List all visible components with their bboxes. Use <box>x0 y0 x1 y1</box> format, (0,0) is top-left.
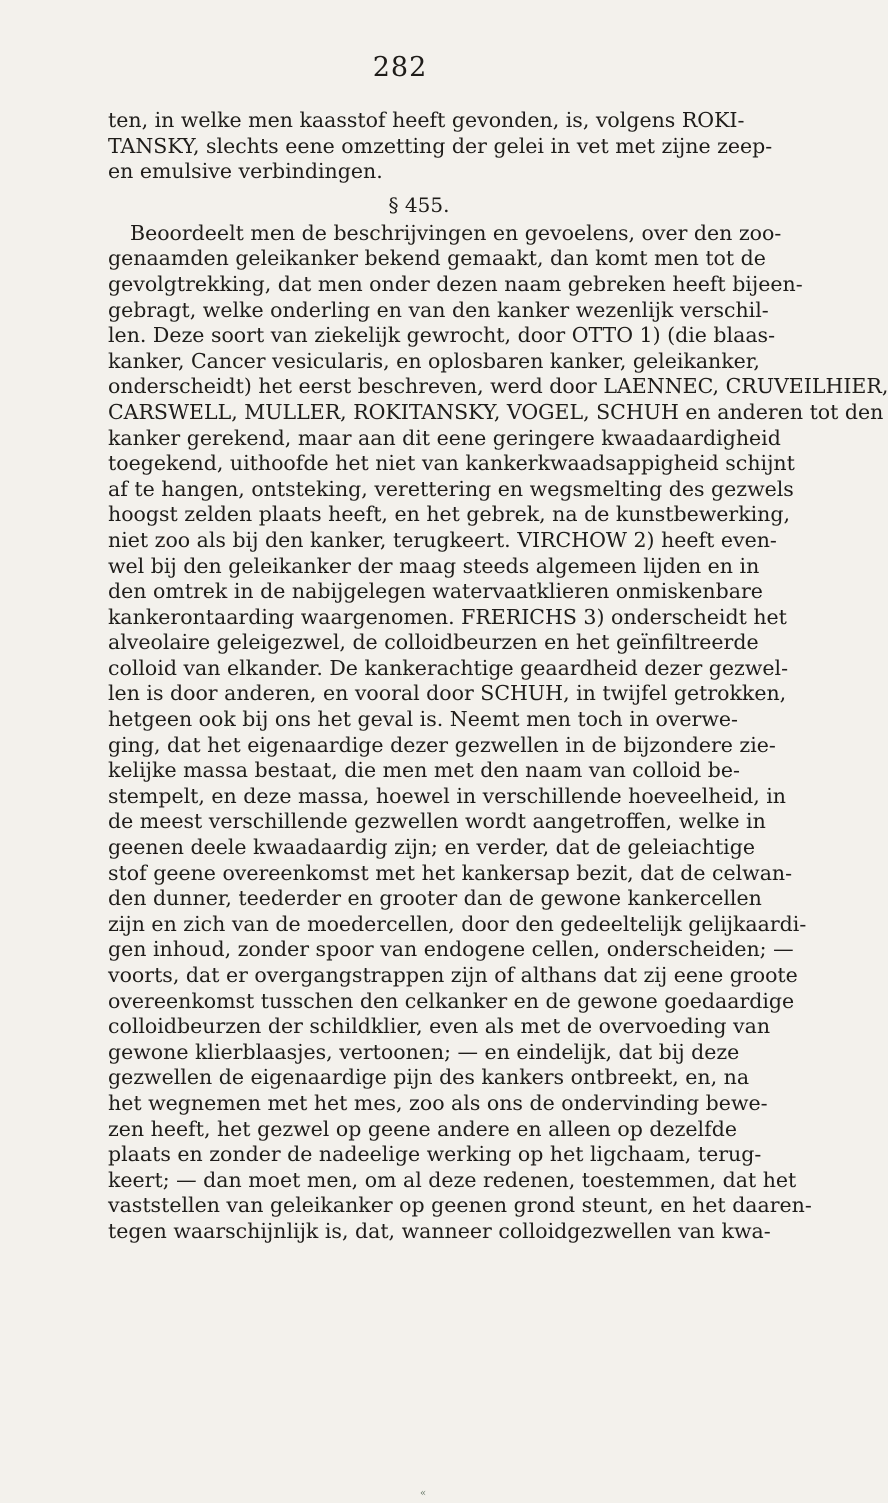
text-line: gevolgtrekking, dat men onder dezen naam gebreken heeft bijeen- <box>108 271 803 296</box>
text-line: kankerontaarding waargenomen. FRERICHS 3) onderscheidt het <box>108 604 787 629</box>
text-line: overeenkomst tusschen den celkanker en de gewone goedaardige <box>108 988 795 1013</box>
bottom-mark: « <box>420 1488 427 1499</box>
text-line: colloid van elkander. De kankerachtige geaardheid dezer gezwel- <box>108 655 788 680</box>
text-line: gen inhoud, zonder spoor van endogene cellen, onderscheiden; — <box>108 937 794 962</box>
text-line: voorts, dat er overgangstrappen zijn of althans dat zij eene groote <box>108 963 798 987</box>
text-line: gewone klierblaasjes, vertoonen; — en eindelijk, dat bij deze <box>108 1039 740 1064</box>
text-line: kanker gerekend, maar aan dit eene geringere kwaadaardigheid <box>108 425 781 450</box>
text-line: gezwellen de eigenaardige pijn des kankers ontbreekt, en, na <box>108 1065 750 1090</box>
text-line: keert; — dan moet men, om al deze redenen, toestemmen, dat het <box>108 1167 797 1192</box>
text-line: ging, dat het eigenaardige dezer gezwellen in de bijzondere zie- <box>108 732 776 757</box>
text-line: toegekend, uithoofde het niet van kankerkwaadsappigheid schijnt <box>108 451 795 476</box>
text-line: hoogst zelden plaats heeft, en het gebrek, na de kunstbewerking, <box>108 502 791 527</box>
text-line: len. Deze soort van ziekelijk gewrocht, door OTTO 1) (die blaas- <box>108 323 776 348</box>
text-line: kanker, Cancer vesicularis, en oplosbaren kanker, geleikanker, <box>108 348 760 373</box>
text-line: de meest verschillende gezwellen wordt aangetroffen, welke in <box>108 809 766 834</box>
text-line: en emulsive verbindingen. <box>108 159 383 184</box>
text-line: tegen waarschijnlijk is, dat, wanneer colloidgezwellen van kwa- <box>108 1218 771 1243</box>
text-line: colloidbeurzen der schildklier, even als met de overvoeding van <box>108 1014 771 1039</box>
text-line: af te hangen, ontsteking, verettering en wegsmelting des gezwels <box>108 476 794 501</box>
text-line: den dunner, teederder en grooter dan de gewone kankercellen <box>108 886 762 911</box>
paragraph-1 <box>108 108 773 185</box>
text-line: plaats en zonder de nadeelige werking op het ligchaam, terug- <box>108 1142 762 1167</box>
text-line: het wegnemen met het mes, zoo als ons de ondervinding bewe- <box>108 1090 768 1115</box>
text-line: niet zoo als bij den kanker, terugkeert. VIRCHOW 2) heeft even- <box>108 527 777 552</box>
text-line: den omtrek in de nabijgelegen watervaatklieren onmiskenbare <box>108 579 763 604</box>
text-line: gebragt, welke onderling en van den kanker wezenlijk verschil- <box>108 297 769 322</box>
text-line: zen heeft, het gezwel op geene andere en alleen op dezelfde <box>108 1116 737 1141</box>
text-line: alveolaire geleigezwel, de colloidbeurzen en het geïnfiltreerde <box>108 630 759 655</box>
text-line: hetgeen ook bij ons het geval is. Neemt men toch in overwe- <box>108 707 738 732</box>
text-line: vaststellen van geleikanker op geenen grond steunt, en het daaren- <box>108 1193 812 1218</box>
text-line: geenen deele kwaadaardig zijn; en verder, dat de geleiachtige <box>108 835 755 860</box>
text-line: onderscheidt) het eerst beschreven, werd door LAENNEC, CRUVEILHIER, <box>108 374 888 399</box>
text-line: ten, in welke men kaasstof heeft gevonden, is, volgens ROKI- <box>108 108 745 132</box>
paragraph-2 <box>108 220 888 1245</box>
page-number: 282 <box>372 52 428 83</box>
text-line: zijn en zich van de moedercellen, door den gedeeltelijk gelijkaardi- <box>108 911 807 936</box>
text-line: len is door anderen, en vooral door SCHUH, in twijfel getrokken, <box>108 681 787 706</box>
text-line: stempelt, en deze massa, hoewel in verschillende hoeveelheid, in <box>108 783 787 808</box>
text-line: wel bij den geleikanker der maag steeds algemeen lijden en in <box>108 553 760 578</box>
text-line: CARSWELL, MULLER, ROKITANSKY, VOGEL, SCHUH en anderen tot den <box>108 399 884 424</box>
text-line: genaamden geleikanker bekend gemaakt, dan komt men tot de <box>108 246 766 271</box>
section-heading: § 455. <box>388 192 450 217</box>
body-text <box>108 108 888 1245</box>
text-line: TANSKY, slechts eene omzetting der gelei in vet met zijne zeep- <box>108 133 773 158</box>
text-line: Beoordeelt men de beschrijvingen en gevoelens, over den zoo- <box>130 220 782 245</box>
text-line: kelijke massa bestaat, die men met den naam van colloid be- <box>108 758 740 783</box>
text-line: stof geene overeenkomst met het kankersap bezit, dat de celwan- <box>108 860 793 885</box>
